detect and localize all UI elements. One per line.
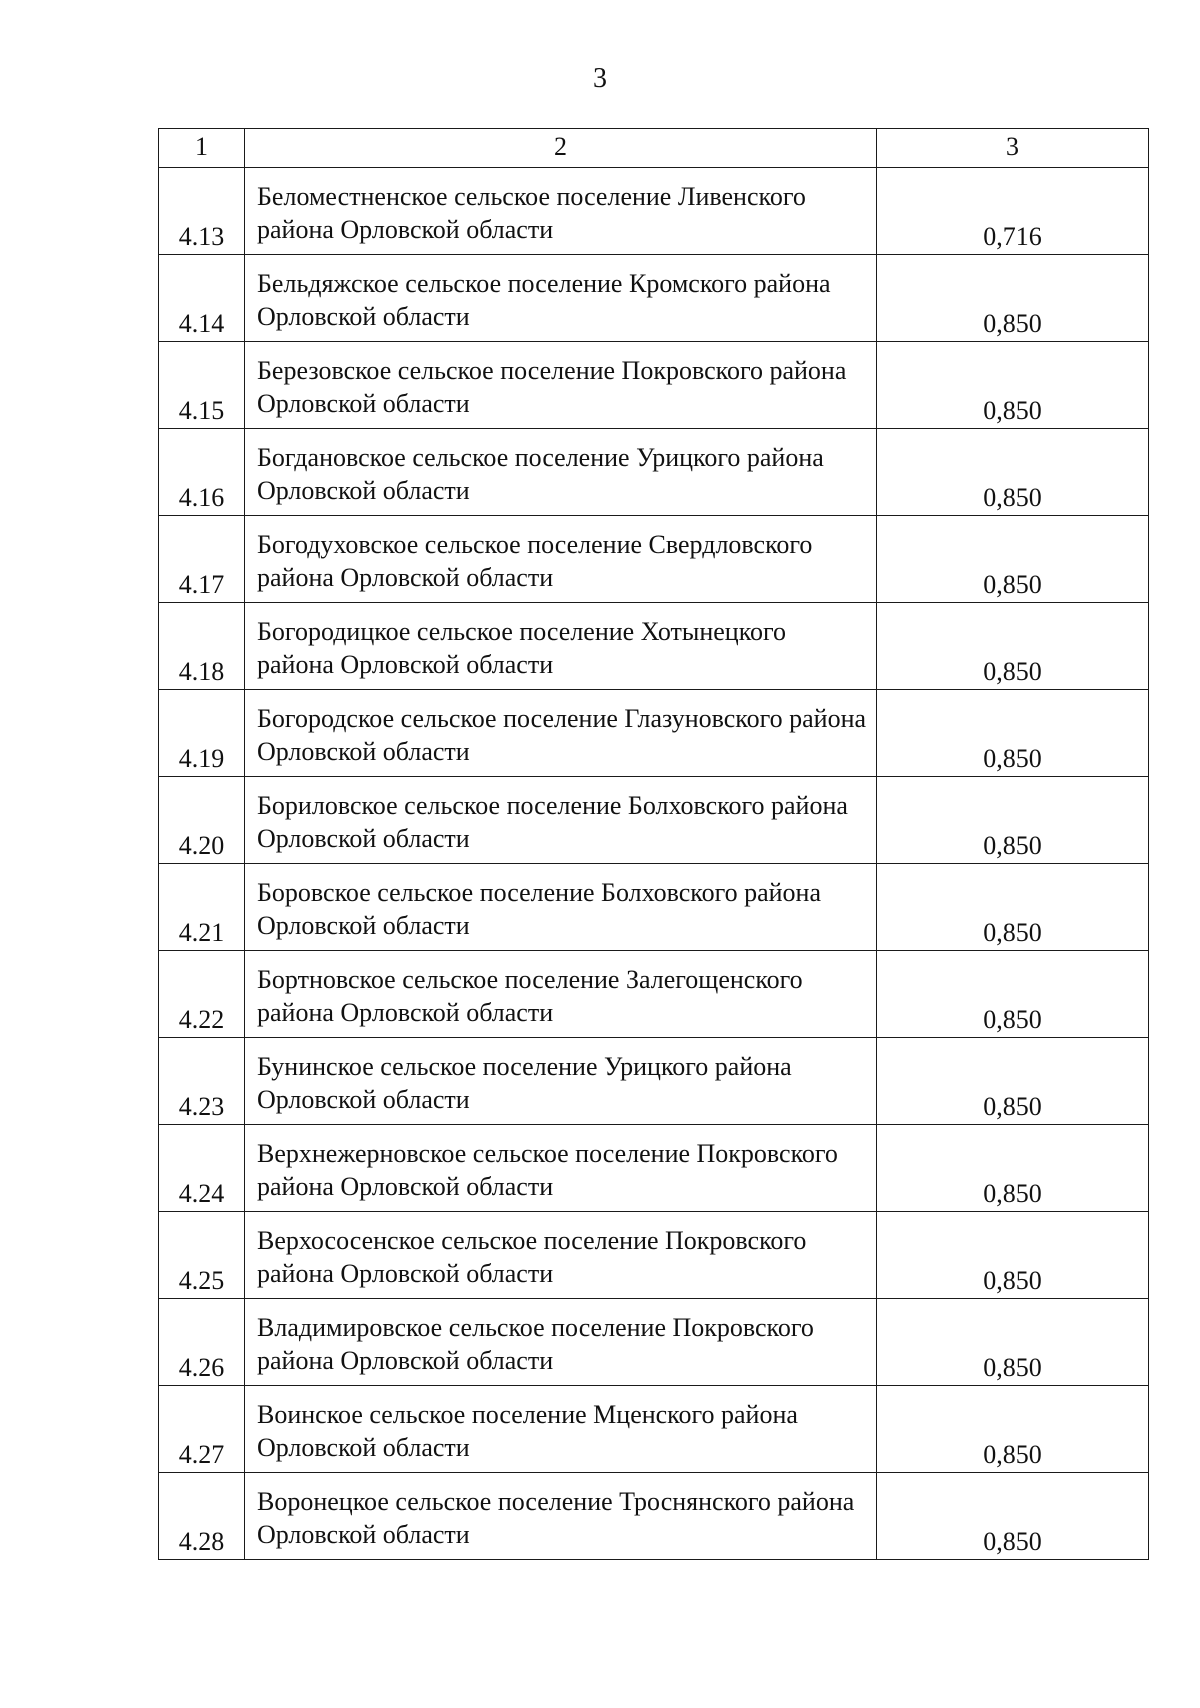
table-row (159, 255, 1149, 342)
row-number-cell: 4.17 (159, 516, 245, 603)
settlements-table (158, 128, 1149, 1560)
coefficient-cell: 0,850 (877, 1386, 1149, 1473)
table-body (159, 168, 1149, 1560)
settlement-name-cell: Бельдяжское сельское поселение Кромского района Орловской области (245, 255, 877, 342)
coefficient-cell: 0,850 (877, 1299, 1149, 1386)
table-header-row (159, 129, 1149, 168)
settlement-name-cell: Воронецкое сельское поселение Троснянского района Орловской области (245, 1473, 877, 1560)
table-row (159, 690, 1149, 777)
table-row (159, 1299, 1149, 1386)
table-row (159, 864, 1149, 951)
row-number-cell: 4.25 (159, 1212, 245, 1299)
row-number-cell: 4.21 (159, 864, 245, 951)
settlement-name-cell: Бортновское сельское поселение Залегощенского района Орловской области (245, 951, 877, 1038)
coefficient-cell: 0,850 (877, 690, 1149, 777)
coefficient-cell: 0,850 (877, 255, 1149, 342)
coefficient-cell: 0,716 (877, 168, 1149, 255)
row-number-cell: 4.13 (159, 168, 245, 255)
coefficient-cell: 0,850 (877, 951, 1149, 1038)
row-number-cell: 4.19 (159, 690, 245, 777)
row-number-cell: 4.24 (159, 1125, 245, 1212)
settlement-name-cell: Верхнежерновское сельское поселение Покровского района Орловской области (245, 1125, 877, 1212)
row-number-cell: 4.20 (159, 777, 245, 864)
settlement-name-cell: Беломестненское сельское поселение Ливенского района Орловской области (245, 168, 877, 255)
row-number-cell: 4.22 (159, 951, 245, 1038)
settlement-name-cell: Богородское сельское поселение Глазуновского района Орловской области (245, 690, 877, 777)
table-row (159, 777, 1149, 864)
table-row (159, 1125, 1149, 1212)
table-row (159, 342, 1149, 429)
row-number-cell: 4.14 (159, 255, 245, 342)
table-row (159, 951, 1149, 1038)
row-number-cell: 4.26 (159, 1299, 245, 1386)
coefficient-cell: 0,850 (877, 1212, 1149, 1299)
settlement-name-cell: Верхососенское сельское поселение Покровского района Орловской области (245, 1212, 877, 1299)
settlement-name-cell: Владимировское сельское поселение Покровского района Орловской области (245, 1299, 877, 1386)
row-number-cell: 4.15 (159, 342, 245, 429)
table-row (159, 516, 1149, 603)
settlement-name-cell: Бунинское сельское поселение Урицкого района Орловской области (245, 1038, 877, 1125)
coefficient-cell: 0,850 (877, 603, 1149, 690)
column-header-2: 2 (245, 129, 877, 168)
table-row (159, 1038, 1149, 1125)
settlement-name-cell: Боровское сельское поселение Болховского района Орловской области (245, 864, 877, 951)
coefficient-cell: 0,850 (877, 1038, 1149, 1125)
coefficient-cell: 0,850 (877, 342, 1149, 429)
column-header-1: 1 (159, 129, 245, 168)
row-number-cell: 4.27 (159, 1386, 245, 1473)
settlement-name-cell: Бориловское сельское поселение Болховского района Орловской области (245, 777, 877, 864)
table-row (159, 1212, 1149, 1299)
row-number-cell: 4.23 (159, 1038, 245, 1125)
row-number-cell: 4.18 (159, 603, 245, 690)
coefficient-cell: 0,850 (877, 516, 1149, 603)
coefficient-cell: 0,850 (877, 777, 1149, 864)
settlement-name-cell: Богдановское сельское поселение Урицкого района Орловской области (245, 429, 877, 516)
coefficient-cell: 0,850 (877, 429, 1149, 516)
table-row (159, 1473, 1149, 1560)
table-row (159, 168, 1149, 255)
settlement-name-cell: Богодуховское сельское поселение Свердловского района Орловской области (245, 516, 877, 603)
row-number-cell: 4.16 (159, 429, 245, 516)
coefficient-cell: 0,850 (877, 1473, 1149, 1560)
table-row (159, 1386, 1149, 1473)
column-header-3: 3 (877, 129, 1149, 168)
table-row (159, 429, 1149, 516)
settlement-name-cell: Воинское сельское поселение Мценского района Орловской области (245, 1386, 877, 1473)
settlement-name-cell: Богородицкое сельское поселение Хотынецкого района Орловской области (245, 603, 877, 690)
row-number-cell: 4.28 (159, 1473, 245, 1560)
coefficient-cell: 0,850 (877, 864, 1149, 951)
coefficient-cell: 0,850 (877, 1125, 1149, 1212)
page-number: 3 (593, 63, 607, 94)
table-row (159, 603, 1149, 690)
settlement-name-cell: Березовское сельское поселение Покровского района Орловской области (245, 342, 877, 429)
